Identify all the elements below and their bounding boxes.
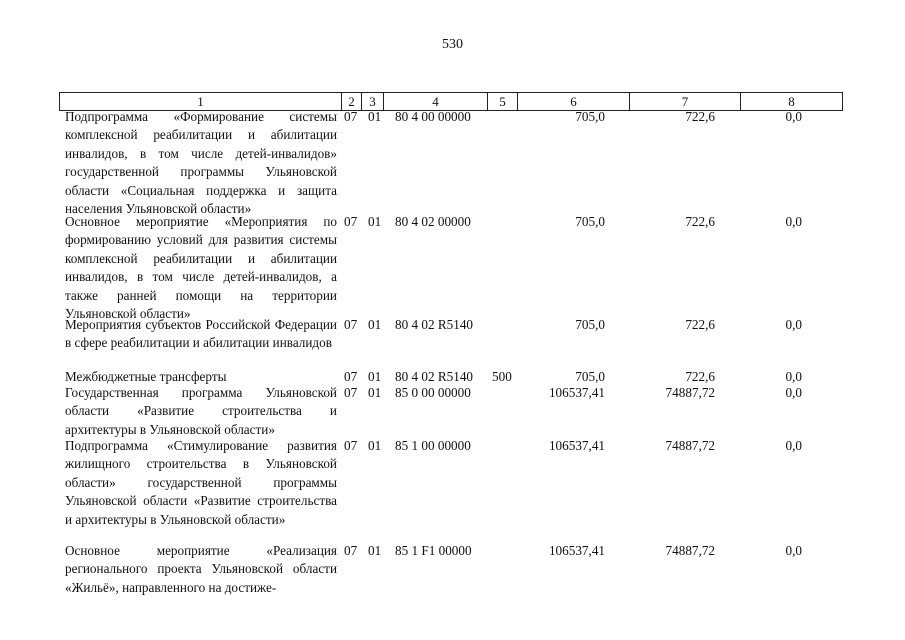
row-rz: 07 (344, 543, 358, 558)
page-number: 530 (442, 37, 463, 52)
row-rz: 07 (344, 109, 358, 124)
header-col-5: 5 (488, 93, 518, 110)
row-value-6: 106537,41 (548, 438, 605, 453)
row-value-8: 0,0 (785, 438, 802, 453)
row-value-6: 705,0 (575, 369, 605, 384)
row-pr: 01 (368, 214, 382, 229)
row-value-7: 74887,72 (665, 543, 715, 558)
row-value-7: 74887,72 (665, 438, 715, 453)
header-col-4: 4 (384, 93, 488, 110)
row-name: Подпрограмма «Стимулирование развития жилищного строительства в Ульяновской области» государственной программы Ульяновской области «Развитие строительства и архитектуры в Ульяновской области» (65, 438, 337, 527)
row-value-8: 0,0 (785, 317, 802, 332)
row-name: Основное мероприятие «Мероприятия по формированию условий для развития системы комплексной реабилитации и абилитации инвалидов, в том числе детей-инвалидов, а также ранней помощи на территории Ульяновской области» (65, 214, 337, 322)
row-name: Основное мероприятие «Реализация регионального проекта Ульяновской области «Жильё», направленного на достиже- (65, 543, 337, 595)
row-csr: 80 4 02 R5140 (395, 317, 474, 332)
row-rz: 07 (344, 438, 358, 453)
row-csr: 80 4 02 R5140 (395, 369, 474, 384)
row-value-7: 722,6 (685, 369, 715, 384)
header-col-8: 8 (741, 93, 843, 110)
row-pr: 01 (368, 109, 382, 124)
row-pr: 01 (368, 369, 382, 384)
header-col-3: 3 (362, 93, 384, 110)
row-csr: 80 4 00 00000 (395, 109, 471, 124)
row-pr: 01 (368, 385, 382, 400)
row-value-7: 722,6 (685, 317, 715, 332)
row-csr: 85 0 00 00000 (395, 385, 471, 400)
row-rz: 07 (344, 385, 358, 400)
header-col-1: 1 (60, 93, 342, 110)
row-value-7: 722,6 (685, 109, 715, 124)
row-pr: 01 (368, 543, 382, 558)
row-value-8: 0,0 (785, 214, 802, 229)
header-col-2: 2 (342, 93, 362, 110)
row-value-6: 705,0 (575, 317, 605, 332)
row-name: Подпрограмма «Формирование системы комплексной реабилитации и абилитации инвалидов, в том числе детей-инвалидов» государственной программы Ульяновской области «Социальная поддержка и защита населения Ульяновской области» (65, 109, 337, 217)
row-vr: 500 (492, 369, 512, 384)
row-csr: 85 1 00 00000 (395, 438, 471, 453)
row-csr: 80 4 02 00000 (395, 214, 471, 229)
row-value-8: 0,0 (785, 543, 802, 558)
row-pr: 01 (368, 317, 382, 332)
row-value-7: 74887,72 (665, 385, 715, 400)
row-rz: 07 (344, 214, 358, 229)
row-value-6: 705,0 (575, 109, 605, 124)
header-col-6: 6 (518, 93, 630, 110)
row-value-8: 0,0 (785, 369, 802, 384)
row-rz: 07 (344, 369, 358, 384)
row-csr: 85 1 F1 00000 (395, 543, 472, 558)
row-value-8: 0,0 (785, 385, 802, 400)
row-value-8: 0,0 (785, 109, 802, 124)
row-name: Государственная программа Ульяновской области «Развитие строительства и архитектуры в Ульяновской области» (65, 385, 337, 437)
row-value-6: 705,0 (575, 214, 605, 229)
row-pr: 01 (368, 438, 382, 453)
row-value-7: 722,6 (685, 214, 715, 229)
row-name: Межбюджетные трансферты (65, 369, 227, 384)
row-rz: 07 (344, 317, 358, 332)
row-value-6: 106537,41 (548, 385, 605, 400)
row-name: Мероприятия субъектов Российской Федерации в сфере реабилитации и абилитации инвалидов (65, 317, 337, 351)
header-col-7: 7 (630, 93, 741, 110)
row-value-6: 106537,41 (548, 543, 605, 558)
